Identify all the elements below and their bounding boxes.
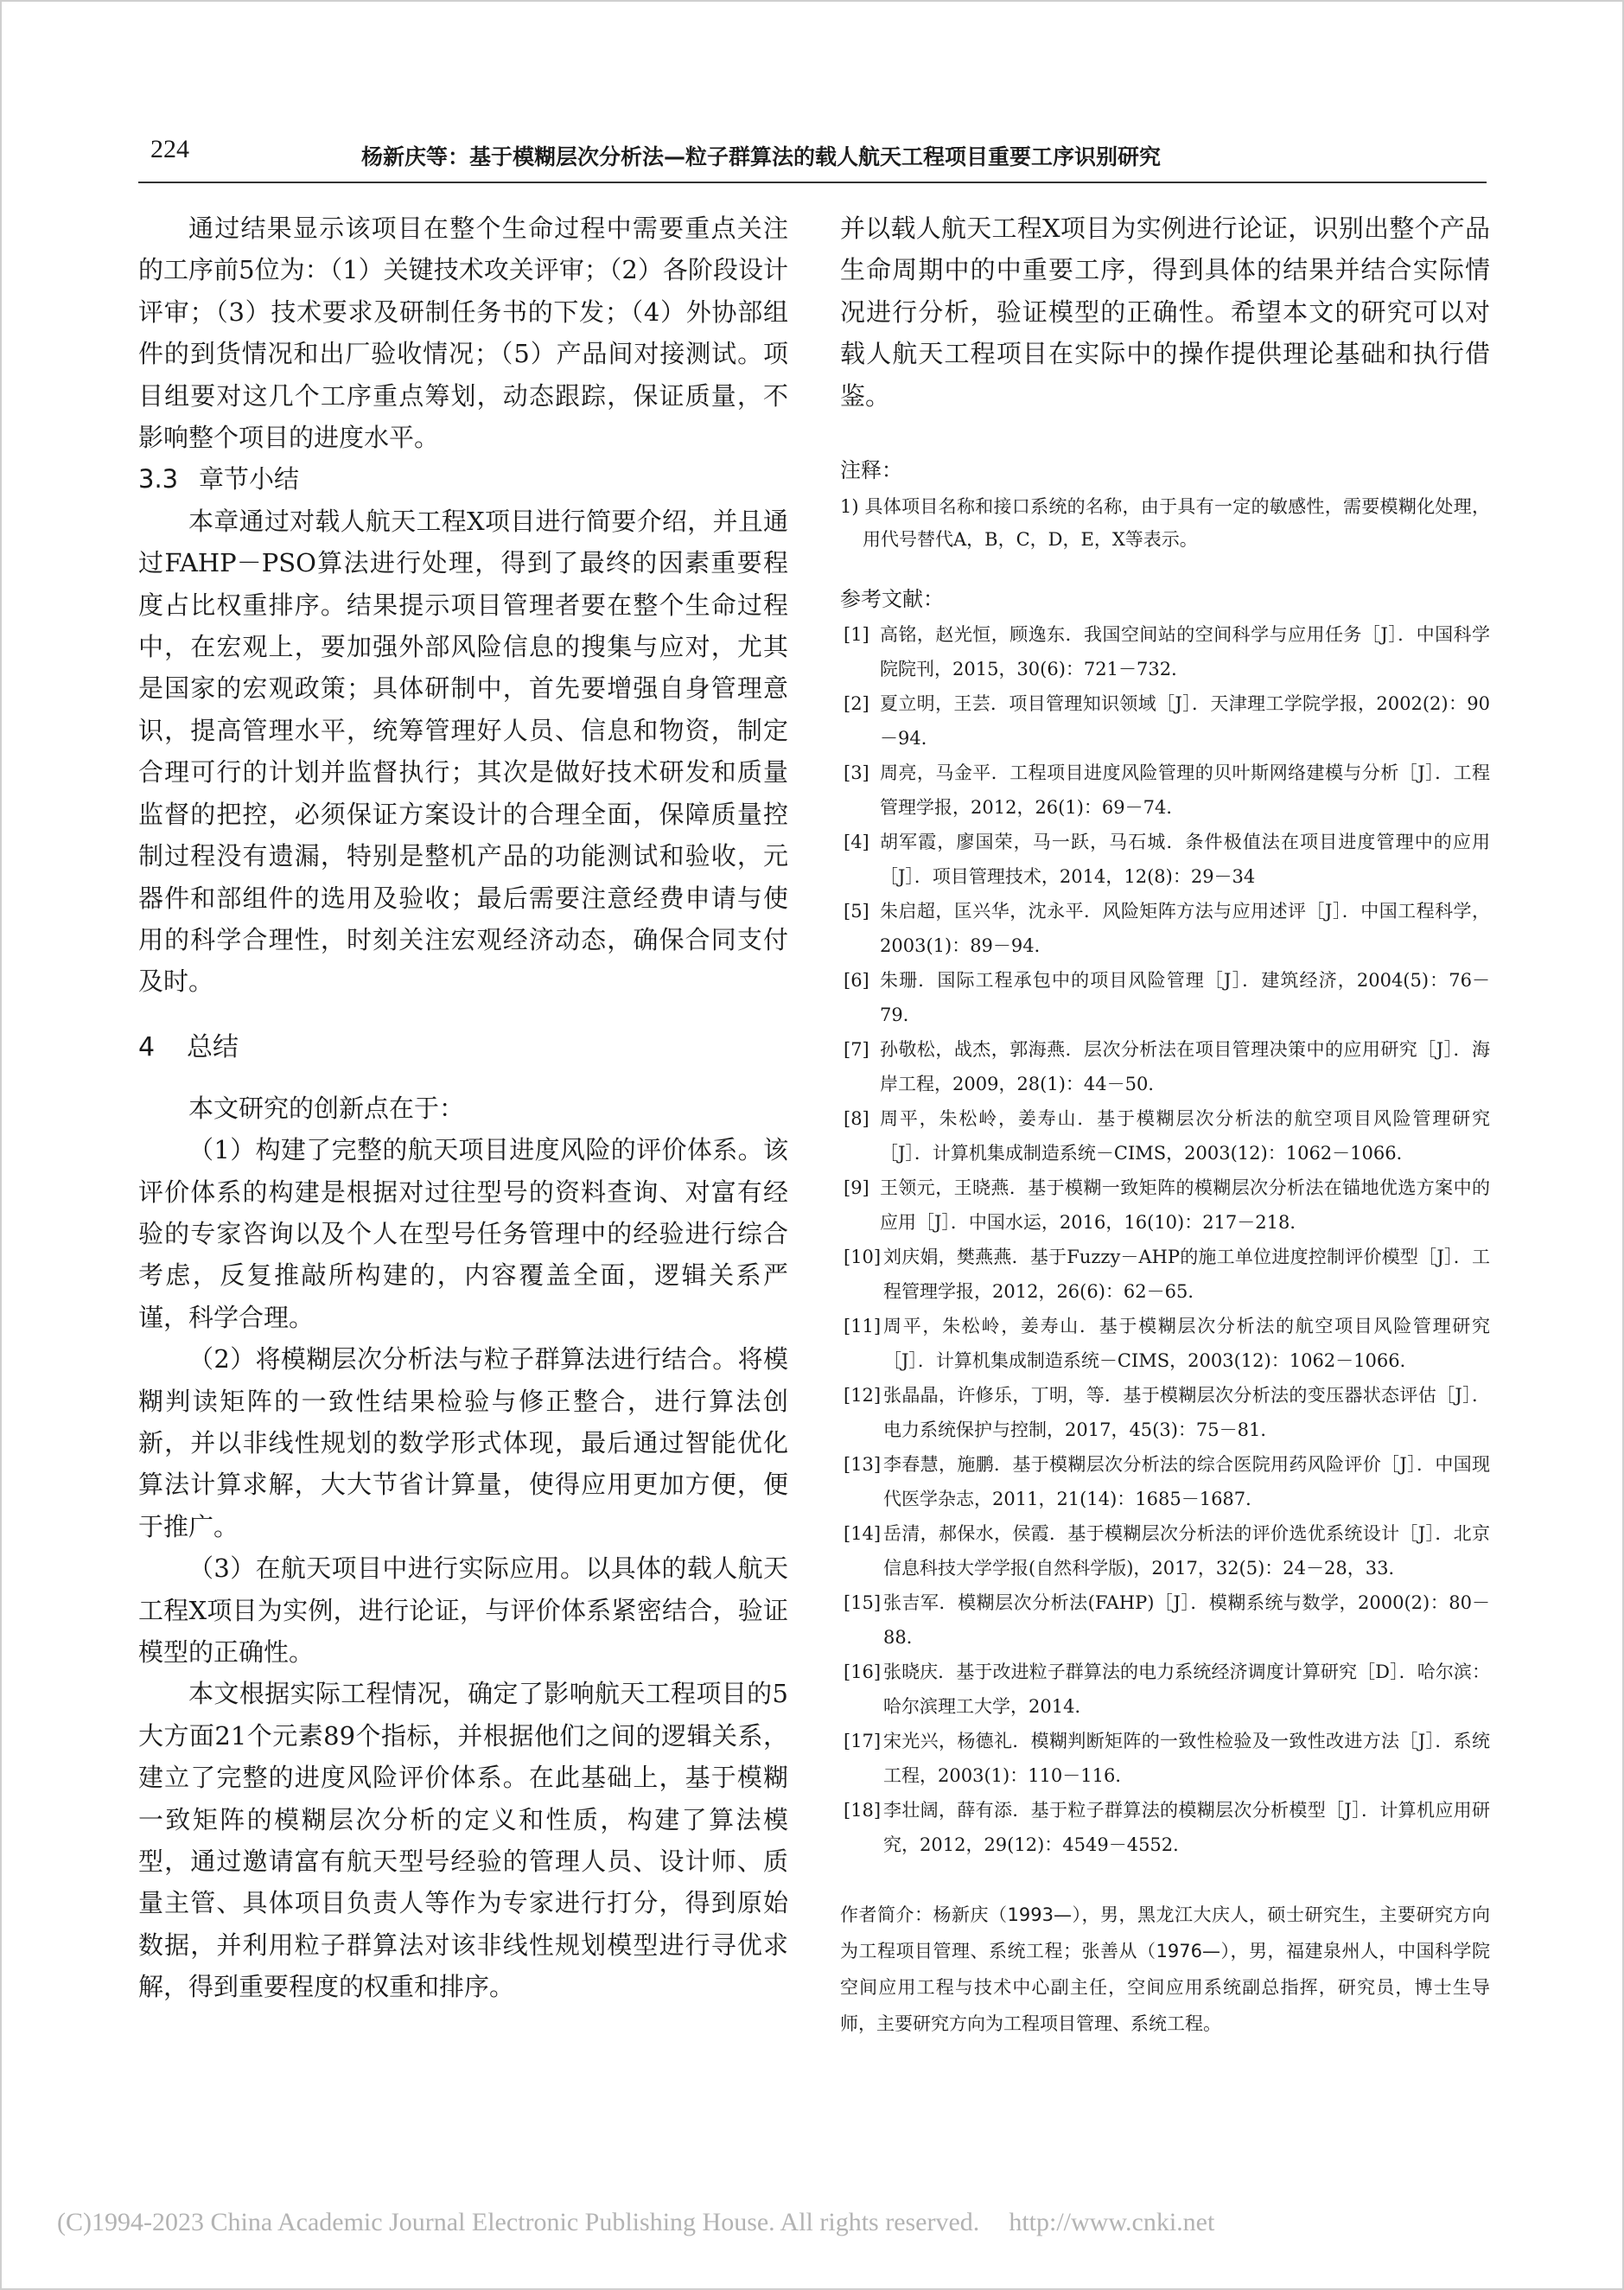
reference-item xyxy=(840,1585,1490,1655)
page-number: 224 xyxy=(150,135,189,163)
reference-item xyxy=(840,1724,1490,1793)
section-heading-3-3 xyxy=(138,458,788,500)
reference-item xyxy=(840,1171,1490,1240)
reference-text: 张晶晶，许修乐，丁明，等．基于模糊层次分析法的变压器状态评估［J］．电力系统保护与控制，2017，45(3)：75－81． xyxy=(883,1385,1490,1441)
reference-number: [17] xyxy=(844,1731,882,1752)
note-item: 1) 具体项目名称和接口系统的名称，由于具有一定的敏感性，需要模糊化处理，用代号替代A，B，C，D，E，X等表示。 xyxy=(840,496,1490,551)
section-heading-4 xyxy=(138,1027,788,1068)
reference-item xyxy=(840,894,1490,963)
reference-text: 张晓庆．基于改进粒子群算法的电力系统经济调度计算研究［D］．哈尔滨：哈尔滨理工大学，2014． xyxy=(883,1662,1490,1718)
section-title: 章节小结 xyxy=(199,464,300,494)
reference-item xyxy=(840,686,1490,756)
section-title: 总结 xyxy=(187,1031,239,1062)
reference-list xyxy=(840,617,1490,1862)
section-number: 3.3 xyxy=(138,464,179,494)
paragraph-chapter-summary: 本章通过对载人航天工程X项目进行简要介绍，并且通过FAHP－PSO算法进行处理，得到了最终的因素重要程度占比权重排序。结果提示项目管理者要在整个生命过程中，在宏观上，要加强外部风险信息的搜集与应对，尤其是国家的宏观政策；具体研制中，首先要增强自身管理意识，提高管理水平，统筹管理好人员、信息和物资，制定合理可行的计划并监督执行；其次是做好技术研发和质量监督的把控，必须保证方案设计的合理全面，保障质量控制过程没有遗漏，特别是整机产品的功能测试和验收，元器件和部组件的选用及验收；最后需要注意经费申请与使用的科学合理性，时刻关注宏观经济动态，确保合同支付及时。 xyxy=(138,506,788,997)
right-column xyxy=(840,207,1490,2042)
running-title: 杨新庆等：基于模糊层次分析法—粒子群算法的载人航天工程项目重要工序识别研究 xyxy=(361,144,1162,169)
reference-text: 周亮，马金平．工程项目进度风险管理的贝叶斯网络建模与分析［J］．工程管理学报，2012，26(1)：69－74． xyxy=(880,762,1490,819)
reference-text: 周平，朱松岭，姜寿山．基于模糊层次分析法的航空项目风险管理研究［J］．计算机集成制造系统－CIMS，2003(12)：1062－1066． xyxy=(883,1316,1490,1372)
reference-item xyxy=(840,1240,1490,1309)
reference-number: [5] xyxy=(844,901,869,922)
references-heading: 参考文献： xyxy=(840,587,944,612)
reference-number: [11] xyxy=(844,1316,882,1337)
footer-watermark xyxy=(57,2208,1214,2237)
reference-text: 朱启超，匡兴华，沈永平．风险矩阵方法与应用述评［J］．中国工程科学，2003(1)：89－94． xyxy=(880,901,1490,957)
section-number: 4 xyxy=(138,1031,156,1062)
reference-number: [6] xyxy=(844,970,869,992)
reference-number: [16] xyxy=(844,1662,882,1683)
copyright-text: (C)1994-2023 China Academic Journal Electronic Publishing House. All rights reserved. xyxy=(57,2208,980,2236)
paragraph-innovation-2: （2）将模糊层次分析法与粒子群算法进行结合。将模糊判读矩阵的一致性结果检验与修正整合，进行算法创新，并以非线性规划的数学形式体现，最后通过智能优化算法计算求解，大大节省计算量，使得应用更加方便，便于推广。 xyxy=(138,1344,788,1541)
reference-number: [7] xyxy=(844,1039,869,1061)
reference-number: [2] xyxy=(844,693,869,715)
reference-text: 高铭，赵光恒，顾逸东．我国空间站的空间科学与应用任务［J］．中国科学院院刊，2015，30(6)：721－732． xyxy=(880,624,1490,680)
reference-number: [1] xyxy=(844,624,869,646)
paragraph-conclusion-cont: 并以载人航天工程X项目为实例进行论证，识别出整个产品生命周期中的中重要工序，得到具体的结果并结合实际情况进行分析，验证模型的正确性。希望本文的研究可以对载人航天工程项目在实际中的操作提供理论基础和执行借鉴。 xyxy=(840,214,1490,411)
notes-heading: 注释： xyxy=(840,458,902,483)
reference-number: [4] xyxy=(844,832,869,853)
reference-item xyxy=(840,825,1490,894)
reference-text: 刘庆娟，樊燕燕．基于Fuzzy－AHP的施工单位进度控制评价模型［J］．工程管理学报，2012，26(6)：62－65． xyxy=(883,1247,1490,1303)
paragraph-innovation-1: （1）构建了完整的航天项目进度风险的评价体系。该评价体系的构建是根据对过往型号的资料查询、对富有经验的专家咨询以及个人在型号任务管理中的经验进行综合考虑，反复推敲所构建的，内容覆盖全面，逻辑关系严谨，科学合理。 xyxy=(138,1135,788,1332)
reference-item xyxy=(840,617,1490,686)
reference-number: [3] xyxy=(844,762,869,784)
left-column xyxy=(138,207,788,2008)
reference-number: [13] xyxy=(844,1454,882,1476)
reference-number: [9] xyxy=(844,1177,869,1199)
reference-text: 李春慧，施鹏．基于模糊层次分析法的综合医院用药风险评价［J］．中国现代医学杂志，2011，21(14)：1685－1687． xyxy=(883,1454,1490,1510)
reference-text: 王领元，王晓燕．基于模糊一致矩阵的模糊层次分析法在锚地优选方案中的应用［J］．中国水运，2016，16(10)：217－218． xyxy=(880,1177,1490,1234)
page-header xyxy=(138,130,1487,183)
reference-item xyxy=(840,1378,1490,1447)
reference-item xyxy=(840,756,1490,825)
reference-item xyxy=(840,1516,1490,1585)
reference-number: [14] xyxy=(844,1523,882,1545)
reference-text: 朱珊．国际工程承包中的项目风险管理［J］．建筑经济，2004(5)：76－79． xyxy=(880,970,1490,1026)
paragraph-conclusion: 本文根据实际工程情况，确定了影响航天工程项目的5大方面21个元素89个指标，并根据他们之间的逻辑关系，建立了完整的进度风险评价体系。在此基础上，基于模糊一致矩阵的模糊层次分析的定义和性质，构建了算法模型，通过邀请富有航天型号经验的管理人员、设计师、质量主管、具体项目负责人等作为专家进行打分，得到原始数据，并利用粒子群算法对该非线性规划模型进行寻优求解，得到重要程度的权重和排序。 xyxy=(138,1679,788,2002)
reference-item xyxy=(840,1101,1490,1171)
author-bio: 作者简介：杨新庆（1993—），男，黑龙江大庆人，硕士研究生，主要研究方向为工程项目管理、系统工程；张善从（1976—），男，福建泉州人，中国科学院空间应用工程与技术中心副主任，空间应用系统副总指挥，研究员，博士生导师，主要研究方向为工程项目管理、系统工程。 xyxy=(840,1904,1490,2035)
reference-number: [10] xyxy=(844,1247,882,1268)
reference-text: 周平，朱松岭，姜寿山．基于模糊层次分析法的航空项目风险管理研究［J］．计算机集成制造系统－CIMS，2003(12)：1062－1066． xyxy=(880,1108,1490,1164)
reference-item xyxy=(840,1309,1490,1378)
reference-item xyxy=(840,1447,1490,1516)
reference-text: 岳清，郝保水，侯霞．基于模糊层次分析法的评价选优系统设计［J］．北京信息科技大学学报(自然科学版)，2017，32(5)：24－28，33． xyxy=(883,1523,1490,1579)
reference-text: 张吉军．模糊层次分析法(FAHP)［J］．模糊系统与数学，2000(2)：80－88． xyxy=(883,1592,1490,1649)
reference-number: [8] xyxy=(844,1108,869,1130)
reference-text: 孙敬松，战杰，郭海燕．层次分析法在项目管理决策中的应用研究［J］．海岸工程，2009，28(1)：44－50． xyxy=(880,1039,1490,1095)
reference-item xyxy=(840,1655,1490,1724)
paragraph-innovation-3: （3）在航天项目中进行实际应用。以具体的载人航天工程X项目为实例，进行论证，与评价体系紧密结合，验证模型的正确性。 xyxy=(138,1553,788,1667)
reference-item xyxy=(840,963,1490,1032)
reference-number: [12] xyxy=(844,1385,882,1407)
reference-text: 夏立明，王芸．项目管理知识领域［J］．天津理工学院学报，2002(2)：90－94． xyxy=(880,693,1490,750)
reference-number: [18] xyxy=(844,1800,882,1821)
footer-url: http://www.cnki.net xyxy=(1009,2208,1215,2236)
paragraph-key-processes: 通过结果显示该项目在整个生命过程中需要重点关注的工序前5位为：（1）关键技术攻关评审；（2）各阶段设计评审；（3）技术要求及研制任务书的下发；（4）外协部组件的到货情况和出厂验收情况；（5）产品间对接测试。项目组要对这几个工序重点筹划，动态跟踪，保证质量，不影响整个项目的进度水平。 xyxy=(138,214,788,453)
reference-number: [15] xyxy=(844,1592,882,1614)
paragraph-innovation-intro: 本文研究的创新点在于： xyxy=(188,1093,465,1123)
reference-text: 李壮阔，薛有添．基于粒子群算法的模糊层次分析模型［J］．计算机应用研究，2012，29(12)：4549－4552． xyxy=(883,1800,1490,1856)
reference-item xyxy=(840,1032,1490,1101)
reference-text: 胡军霞，廖国荣，马一跃，马石城．条件极值法在项目进度管理中的应用［J］．项目管理技术，2014，12(8)：29－34 xyxy=(880,832,1490,888)
reference-item xyxy=(840,1793,1490,1862)
reference-text: 宋光兴，杨德礼．模糊判断矩阵的一致性检验及一致性改进方法［J］．系统工程，2003(1)：110－116． xyxy=(883,1731,1490,1787)
